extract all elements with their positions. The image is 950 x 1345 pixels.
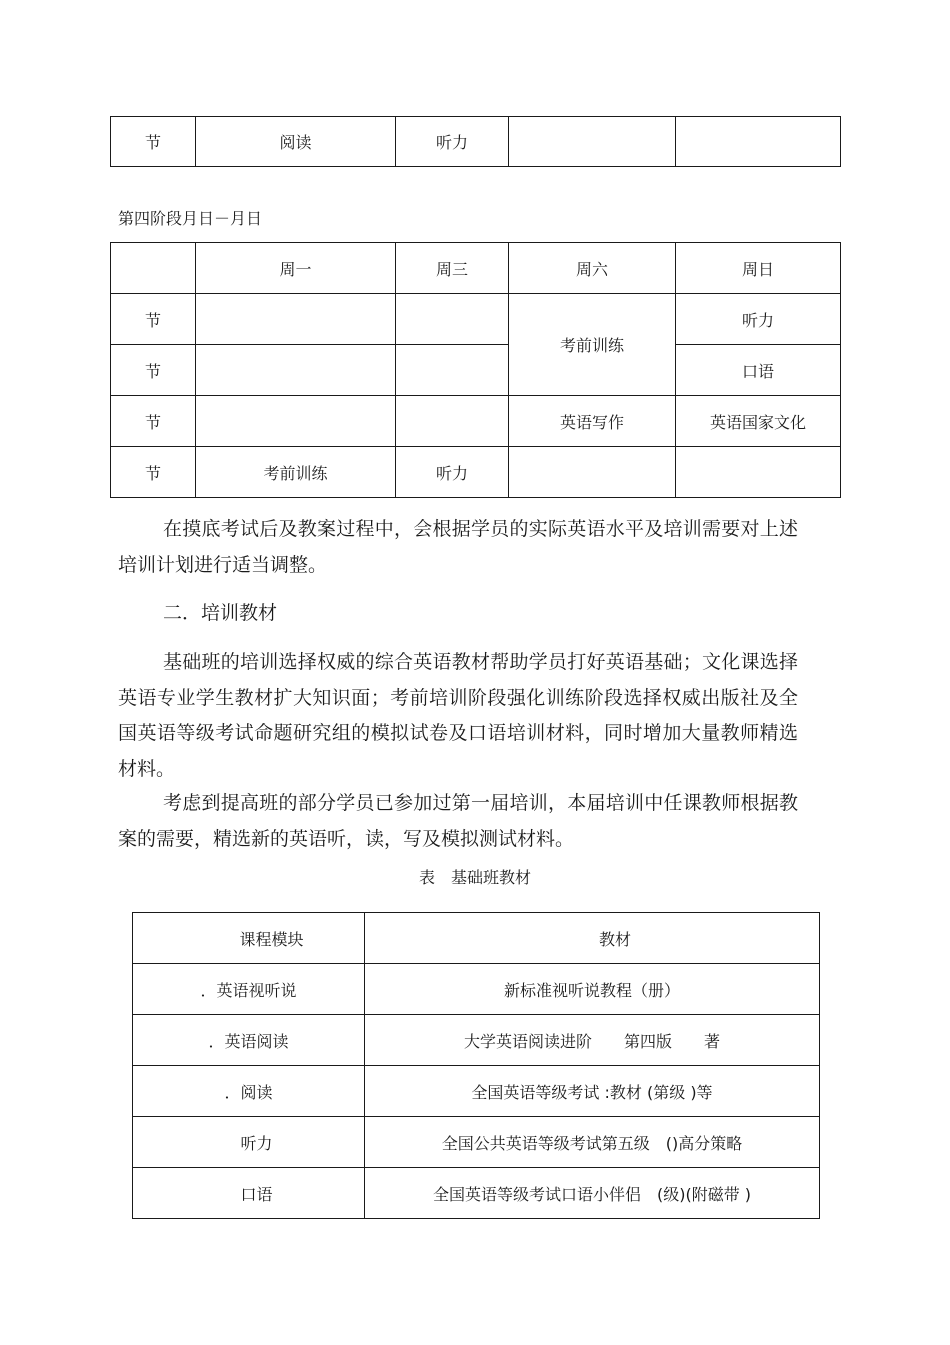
header-cell: 周日 bbox=[676, 243, 841, 294]
cell: 听力 bbox=[396, 117, 509, 167]
table-row bbox=[111, 345, 841, 396]
table-row bbox=[133, 964, 820, 1015]
header-cell bbox=[111, 243, 196, 294]
module-cell: ．英语阅读 bbox=[133, 1015, 365, 1066]
cell: 口语 bbox=[676, 345, 841, 396]
table-row bbox=[111, 117, 841, 167]
module-cell: ．英语视听说 bbox=[133, 964, 365, 1015]
materials-paragraph: 基础班的培训选择权威的综合英语教材帮助学员打好英语基础；文化课选择英语专业学生教材扩大知识面；考前培训阶段强化训练阶段选择权威出版社及全国英语等级考试命题研究组的模拟试卷及口语培训材料，同时增加大量教师精选材料。 bbox=[118, 651, 798, 780]
cell: 考前训练 bbox=[509, 294, 676, 396]
table-row bbox=[133, 1066, 820, 1117]
header-cell: 周三 bbox=[396, 243, 509, 294]
cell bbox=[396, 396, 509, 447]
cell: 考前训练 bbox=[196, 447, 396, 498]
table-header-row bbox=[111, 243, 841, 294]
textbook-cell: 全国公共英语等级考试第五级 ()高分策略 bbox=[365, 1117, 820, 1168]
table-row bbox=[111, 396, 841, 447]
section-heading: 二．培训教材 bbox=[163, 602, 278, 624]
cell: 英语国家文化 bbox=[676, 396, 841, 447]
stage-4-title: 第四阶段月日－月日 bbox=[118, 209, 263, 228]
cell: 阅读 bbox=[196, 117, 396, 167]
textbook-cell: 全国英语等级考试口语小伴侣 (级)(附磁带 ) bbox=[365, 1168, 820, 1219]
cell: 节 bbox=[111, 117, 196, 167]
table-row bbox=[133, 1117, 820, 1168]
cell: 节 bbox=[111, 447, 196, 498]
cell: 节 bbox=[111, 345, 196, 396]
stage-4-schedule-table bbox=[110, 242, 841, 498]
advanced-class-paragraph: 考虑到提高班的部分学员已参加过第一届培训，本届培训中任课教师根据教案的需要，精选新的英语听，读，写及模拟测试材料。 bbox=[118, 792, 798, 850]
cell: 听力 bbox=[396, 447, 509, 498]
adjustment-paragraph: 在摸底考试后及教案过程中，会根据学员的实际英语水平及培训需要对上述培训计划进行适当调整。 bbox=[118, 518, 798, 576]
module-cell: ．阅读 bbox=[133, 1066, 365, 1117]
textbook-cell: 全国英语等级考试 :教材 (第级 )等 bbox=[365, 1066, 820, 1117]
cell bbox=[509, 117, 676, 167]
header-cell: 周一 bbox=[196, 243, 396, 294]
cell bbox=[196, 345, 396, 396]
cell bbox=[396, 345, 509, 396]
cell bbox=[509, 447, 676, 498]
cell bbox=[396, 294, 509, 345]
cell: 英语写作 bbox=[509, 396, 676, 447]
header-cell: 教材 bbox=[365, 913, 820, 964]
module-cell: 口语 bbox=[133, 1168, 365, 1219]
textbook-cell: 大学英语阅读进阶 第四版 著 bbox=[365, 1015, 820, 1066]
header-cell: 课程模块 bbox=[133, 913, 365, 964]
table-caption: 表 基础班教材 bbox=[418, 868, 531, 887]
cell bbox=[196, 396, 396, 447]
header-cell: 周六 bbox=[509, 243, 676, 294]
textbook-cell: 新标准视听说教程（册） bbox=[365, 964, 820, 1015]
cell bbox=[676, 117, 841, 167]
table-row bbox=[111, 447, 841, 498]
basic-class-materials-table bbox=[132, 912, 820, 1219]
previous-schedule-fragment bbox=[110, 116, 841, 167]
table-row bbox=[133, 1168, 820, 1219]
cell: 节 bbox=[111, 396, 196, 447]
table-row bbox=[133, 1015, 820, 1066]
module-cell: 听力 bbox=[133, 1117, 365, 1168]
cell: 节 bbox=[111, 294, 196, 345]
table-header-row bbox=[133, 913, 820, 964]
cell bbox=[676, 447, 841, 498]
cell bbox=[196, 294, 396, 345]
cell: 听力 bbox=[676, 294, 841, 345]
table-row bbox=[111, 294, 841, 345]
